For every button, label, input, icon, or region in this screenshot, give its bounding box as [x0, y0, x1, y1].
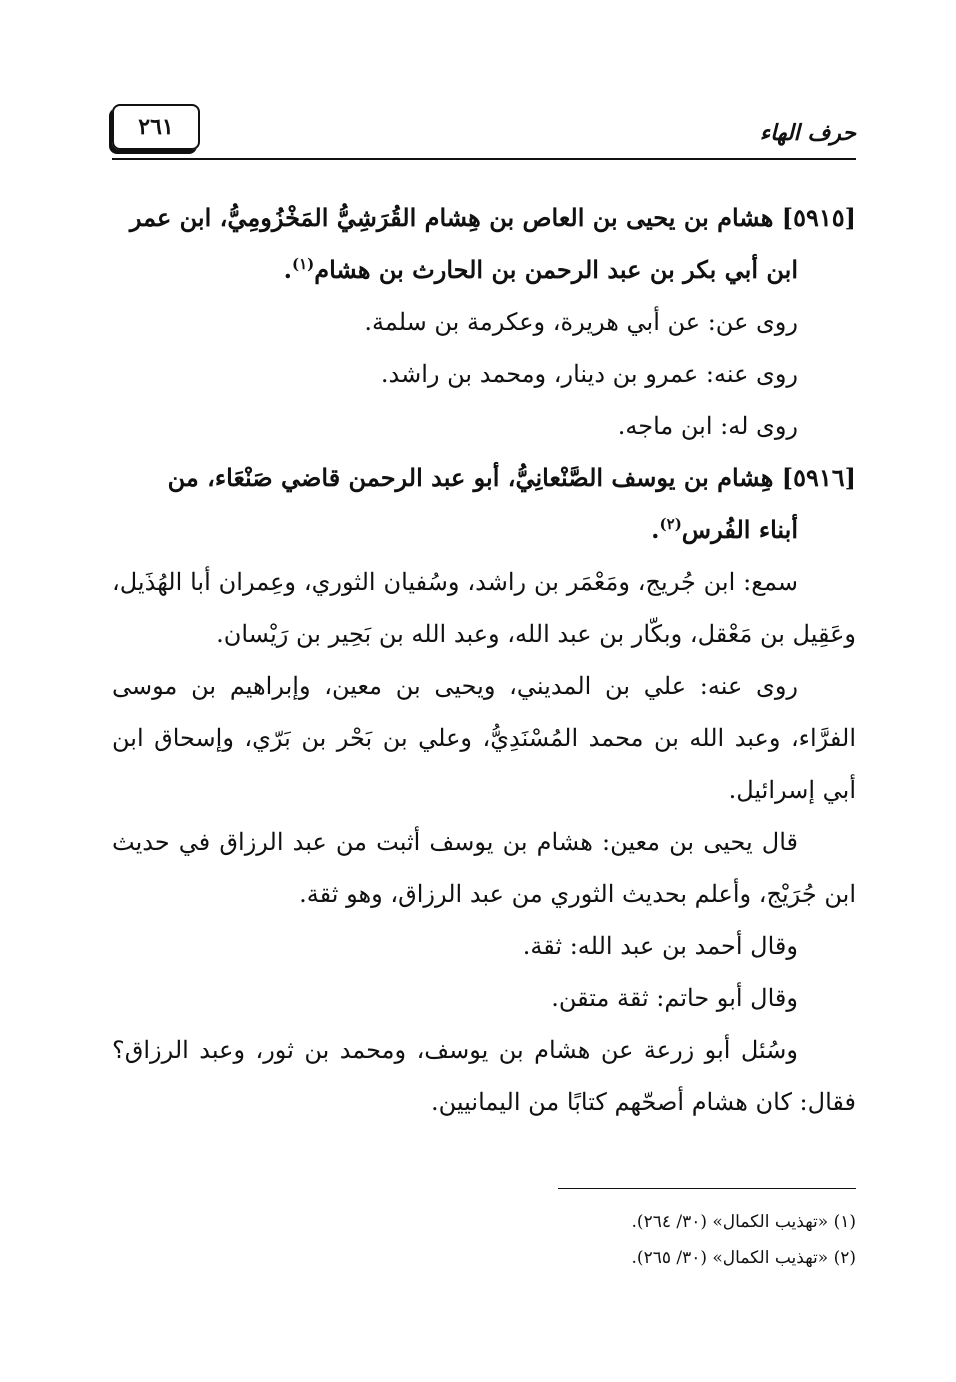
- main-text: [112, 192, 856, 1128]
- narrated-by-paragraph: روى عنه: علي بن المديني، ويحيى بن معين، وإبراهيم بن موسى الفرَّاء، وعبد الله بن محمد المُسْنَدِيُّ، وعلي بن بَحْر بن بَرّي، وإسحاق ابن أبي إسرائيل.: [112, 672, 856, 804]
- footnote-marker[interactable]: (١): [291, 255, 315, 273]
- footnote-divider: [558, 1188, 856, 1189]
- entry-heading: [112, 452, 856, 556]
- page-header: [112, 100, 856, 160]
- ahmad-opinion: وقال أحمد بن عبد الله: ثقة.: [522, 932, 798, 960]
- abu-zura-paragraph: وسُئل أبو زرعة عن هشام بن يوسف، ومحمد بن ثور، وعبد الرزاق؟ فقال: كان هشام أصحّهم كتابًا من اليمانيين.: [112, 1036, 856, 1116]
- footnotes: [112, 1204, 856, 1276]
- narrated-for: روى له: ابن ماجه.: [617, 412, 798, 440]
- entry-heading: [112, 192, 856, 296]
- entry-heading-line2: أبناء الفُرس$^{(٢)}$.: [651, 515, 798, 544]
- ibn-maeen-paragraph: قال يحيى بن معين: هشام بن يوسف أثبت من عبد الرزاق في حديث ابن جُرَيْج، وأعلم بحديث الثوري من عبد الرزاق، وهو ثقة.: [112, 828, 856, 908]
- running-title: حرف الهاء: [759, 120, 856, 146]
- footnote-marker[interactable]: (٢): [659, 515, 682, 533]
- entry-heading-line2: ابن أبي بكر بن عبد الرحمن بن الحارث بن هشام$^{(١)}$.: [283, 255, 798, 284]
- narrated-by: روى عنه: عمرو بن دينار، ومحمد بن راشد.: [380, 360, 798, 388]
- footnote-1: (١) «تهذيب الكمال» (٣٠/ ٢٦٤).: [631, 1212, 856, 1232]
- entry-5915: [112, 192, 856, 452]
- footnote-2: (٢) «تهذيب الكمال» (٣٠/ ٢٦٥).: [631, 1248, 856, 1268]
- heard-from-paragraph: سمع: ابن جُريج، ومَعْمَر بن راشد، وسُفيان الثوري، وعِمران أبا الهُذَيل، وعَقِيل بن مَعْقل، وبكّار بن عبد الله، وعبد الله بن بَحِير بن رَيْسان.: [112, 568, 856, 648]
- abu-hatim-opinion: وقال أبو حاتم: ثقة متقن.: [551, 984, 798, 1012]
- entry-heading-line1: [٥٩١٦] هِشام بن يوسف الصَّنْعانِيُّ، أبو عبد الرحمن قاضي صَنْعَاء، من: [167, 463, 856, 492]
- header-divider: [112, 158, 856, 160]
- entry-5916: [112, 452, 856, 1128]
- page-number: ٢٦١: [112, 104, 200, 150]
- entry-heading-line1: [٥٩١٥] هشام بن يحيى بن العاص بن هِشام القُرَشِيُّ المَخْزُومِيُّ، ابن عمر: [129, 203, 856, 232]
- narrated-from: روى عن: عن أبي هريرة، وعكرمة بن سلمة.: [364, 308, 798, 336]
